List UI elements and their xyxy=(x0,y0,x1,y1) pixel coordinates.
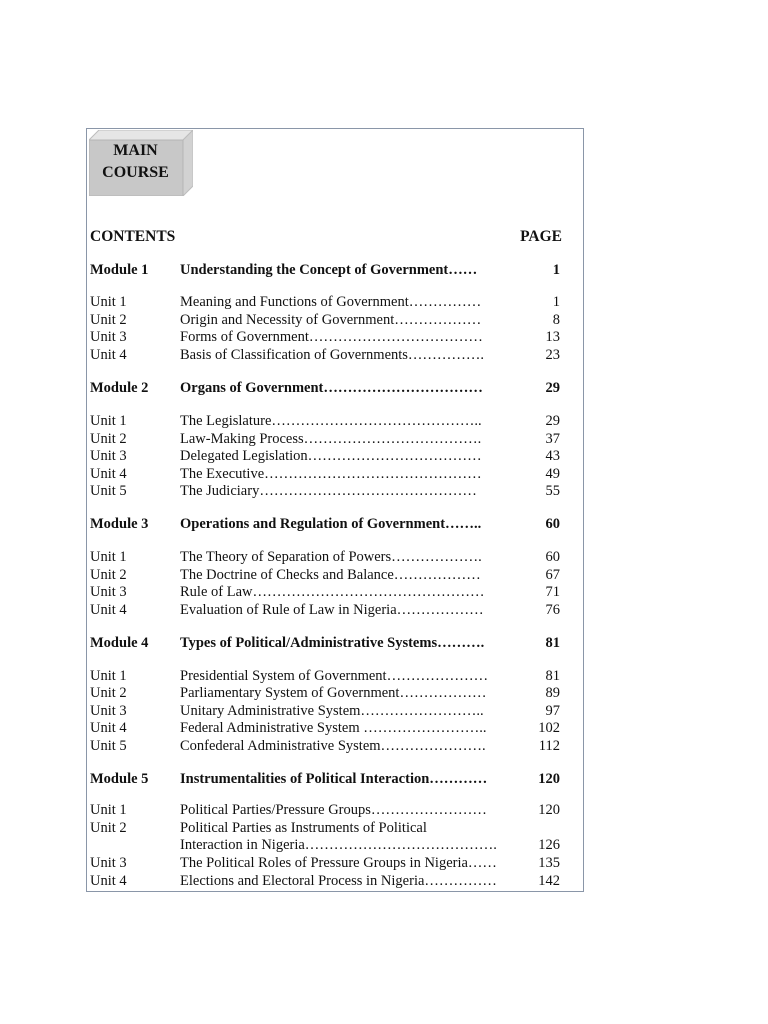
contents-label: CONTENTS xyxy=(90,228,176,245)
toc-page: 13 xyxy=(545,329,560,345)
toc-page: 142 xyxy=(538,873,560,889)
toc-module-row xyxy=(90,261,574,279)
toc-title: Law-Making Process………………………………. xyxy=(180,431,482,447)
toc-unit-row xyxy=(90,667,574,685)
toc-label: Unit 1 xyxy=(90,668,127,684)
toc-label: Unit 3 xyxy=(90,855,127,871)
toc-unit-row xyxy=(90,412,574,430)
toc-unit-row xyxy=(90,801,574,819)
badge-line-2: COURSE xyxy=(102,164,169,181)
contents-header xyxy=(90,228,574,246)
toc-page: 55 xyxy=(545,483,560,499)
toc-label: Unit 2 xyxy=(90,567,127,583)
page-label: PAGE xyxy=(520,228,562,245)
toc-unit-row xyxy=(90,819,574,837)
toc-unit-row xyxy=(90,854,574,872)
toc-title: Origin and Necessity of Government……………… xyxy=(180,312,482,328)
toc-unit-row xyxy=(90,328,574,346)
toc-unit-row xyxy=(90,548,574,566)
toc-page: 112 xyxy=(538,738,560,754)
toc-label: Unit 2 xyxy=(90,431,127,447)
toc-label: Unit 2 xyxy=(90,685,127,701)
toc-page: 120 xyxy=(538,802,560,818)
toc-label: Unit 4 xyxy=(90,873,127,889)
toc-page: 37 xyxy=(545,431,560,447)
badge-line-1: MAIN xyxy=(113,142,158,159)
toc-unit-row xyxy=(90,583,574,601)
toc-unit-row xyxy=(90,566,574,584)
toc-page: 49 xyxy=(545,466,560,482)
toc-page: 1 xyxy=(552,262,560,278)
toc-unit-row xyxy=(90,719,574,737)
toc-unit-row xyxy=(90,465,574,483)
toc-page: 97 xyxy=(545,703,560,719)
toc-unit-row xyxy=(90,737,574,755)
toc-title: Political Parties/Pressure Groups…………………… xyxy=(180,802,487,818)
badge-text xyxy=(89,140,182,184)
toc-label: Unit 3 xyxy=(90,703,127,719)
toc-label: Module 3 xyxy=(90,516,149,532)
toc-unit-row xyxy=(90,601,574,619)
toc-unit-row xyxy=(90,702,574,720)
toc-label: Module 4 xyxy=(90,635,149,651)
toc-page: 120 xyxy=(538,771,560,787)
toc-unit-row xyxy=(90,447,574,465)
toc-unit-row xyxy=(90,684,574,702)
toc-label: Unit 2 xyxy=(90,820,127,836)
toc-module-row xyxy=(90,770,574,788)
toc-title: Unitary Administrative System…………………….. xyxy=(180,703,484,719)
toc-unit-row xyxy=(90,430,574,448)
toc-page: 23 xyxy=(545,347,560,363)
toc-title: The Legislature…………………………………….. xyxy=(180,413,482,429)
toc-page: 76 xyxy=(545,602,560,618)
toc-page: 71 xyxy=(545,584,560,600)
toc-label: Module 2 xyxy=(90,380,149,396)
toc-title: Understanding the Concept of Government…… xyxy=(180,262,478,278)
toc-label: Unit 1 xyxy=(90,802,127,818)
toc-title: Types of Political/Administrative Systems………. xyxy=(180,635,485,651)
toc-title: Interaction in Nigeria…………………………………. xyxy=(180,837,497,853)
toc-page: 126 xyxy=(538,837,560,853)
toc-label: Unit 5 xyxy=(90,483,127,499)
toc-label: Unit 1 xyxy=(90,549,127,565)
toc-title: Instrumentalities of Political Interaction………… xyxy=(180,771,488,787)
toc-label: Unit 1 xyxy=(90,294,127,310)
toc-page: 29 xyxy=(545,413,560,429)
toc-title: The Judiciary……………………………………… xyxy=(180,483,477,499)
toc-title: Elections and Electoral Process in Nigeria…………… xyxy=(180,873,497,889)
toc-title: The Executive……………………………………… xyxy=(180,466,482,482)
toc-title: Evaluation of Rule of Law in Nigeria……………… xyxy=(180,602,484,618)
toc-title: Rule of Law………………………………………… xyxy=(180,584,485,600)
toc-title: Delegated Legislation……………………………… xyxy=(180,448,482,464)
toc-title: Forms of Government……………………………… xyxy=(180,329,483,345)
toc-unit-row xyxy=(90,293,574,311)
toc-title: Federal Administrative System …………………….. xyxy=(180,720,487,736)
toc-label: Unit 3 xyxy=(90,329,127,345)
toc-page: 81 xyxy=(545,668,560,684)
toc-page: 135 xyxy=(538,855,560,871)
toc-label: Unit 4 xyxy=(90,720,127,736)
toc-label: Unit 1 xyxy=(90,413,127,429)
toc-title: The Doctrine of Checks and Balance……………… xyxy=(180,567,481,583)
toc-page: 43 xyxy=(545,448,560,464)
toc-page: 8 xyxy=(552,312,560,328)
toc-unit-row xyxy=(90,872,574,890)
toc-title: The Political Roles of Pressure Groups in Nigeria…… xyxy=(180,855,497,871)
toc-module-row xyxy=(90,379,574,397)
toc-label: Unit 4 xyxy=(90,602,127,618)
toc-unit-row xyxy=(90,482,574,500)
toc-label: Unit 3 xyxy=(90,584,127,600)
toc-label: Unit 2 xyxy=(90,312,127,328)
toc-title: Confederal Administrative System…………………. xyxy=(180,738,486,754)
toc-unit-row xyxy=(90,311,574,329)
toc-module-row xyxy=(90,634,574,652)
toc-title: Basis of Classification of Governments……………. xyxy=(180,347,485,363)
toc-label: Unit 5 xyxy=(90,738,127,754)
toc-page: 1 xyxy=(552,294,560,310)
toc-page: 89 xyxy=(545,685,560,701)
toc-module-row xyxy=(90,515,574,533)
toc-title: Presidential System of Government………………… xyxy=(180,668,489,684)
toc-unit-row xyxy=(90,346,574,364)
toc-title: Parliamentary System of Government……………… xyxy=(180,685,487,701)
toc-label: Unit 4 xyxy=(90,347,127,363)
toc-page: 60 xyxy=(545,549,560,565)
toc-page: 60 xyxy=(545,516,560,532)
main-course-badge xyxy=(89,130,193,196)
toc-label: Module 5 xyxy=(90,771,149,787)
toc-page: 29 xyxy=(545,380,560,396)
toc-page: 81 xyxy=(545,635,560,651)
toc-title: Meaning and Functions of Government…………… xyxy=(180,294,482,310)
toc-label: Unit 4 xyxy=(90,466,127,482)
toc-label: Module 1 xyxy=(90,262,149,278)
toc-title: The Theory of Separation of Powers………………. xyxy=(180,549,482,565)
toc-title: Operations and Regulation of Government…….. xyxy=(180,516,482,532)
toc-page: 102 xyxy=(538,720,560,736)
toc-title: Political Parties as Instruments of Political xyxy=(180,820,427,836)
toc-unit-row xyxy=(90,836,574,854)
toc-page: 67 xyxy=(545,567,560,583)
toc-title: Organs of Government…………………………… xyxy=(180,380,483,396)
toc-label: Unit 3 xyxy=(90,448,127,464)
